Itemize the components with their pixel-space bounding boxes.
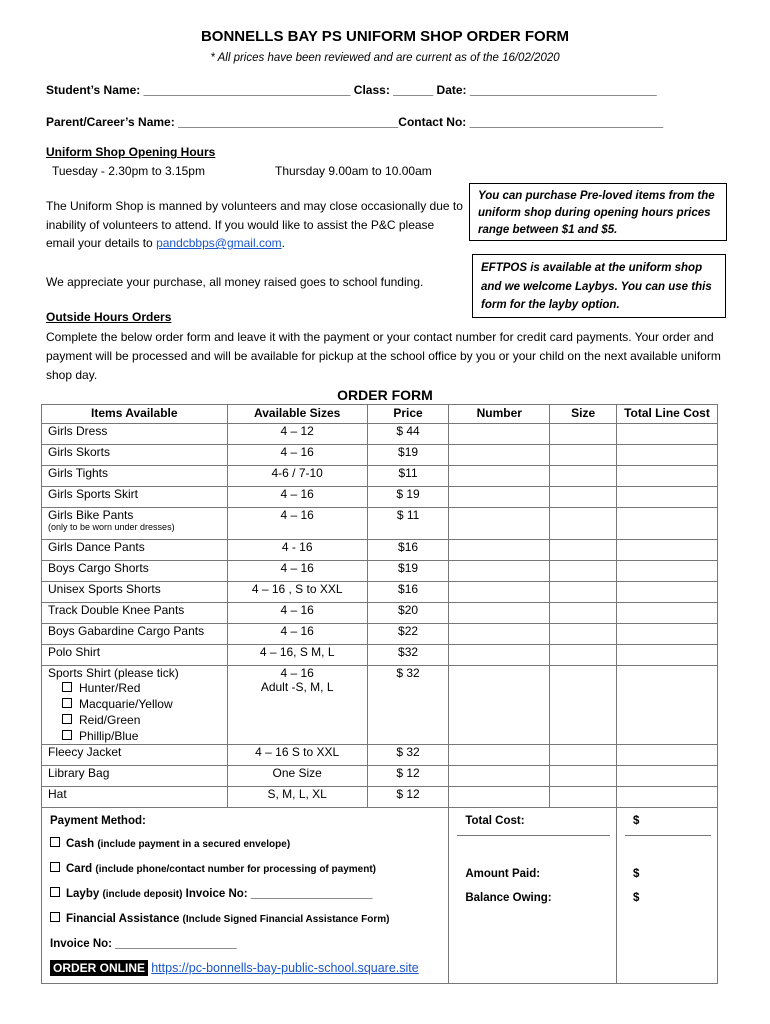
line-total-input[interactable] (616, 561, 717, 582)
item-price: $20 (367, 603, 449, 624)
item-price: $ 12 (367, 787, 449, 808)
table-row (42, 487, 718, 508)
table-row (42, 582, 718, 603)
line-total-input[interactable] (616, 487, 717, 508)
number-input[interactable] (449, 561, 550, 582)
checkbox-icon[interactable] (62, 682, 72, 692)
line-total-input[interactable] (616, 745, 717, 766)
item-price: $ 44 (367, 424, 449, 445)
item-sizes: One Size (227, 766, 367, 787)
table-row (42, 540, 718, 561)
email-link[interactable]: pandcbbps@gmail.com (156, 236, 282, 250)
item-name: Girls Bike Pants (only to be worn under dresses) (42, 508, 228, 540)
number-input[interactable] (449, 645, 550, 666)
balance-owing-value[interactable]: $ (632, 892, 640, 904)
item-sizes: 4 – 16 (227, 508, 367, 540)
amount-paid-value[interactable]: $ (632, 868, 640, 880)
size-input[interactable] (550, 603, 617, 624)
total-cost-value[interactable]: $ (625, 812, 711, 836)
number-input[interactable] (449, 487, 550, 508)
payment-method-heading: Payment Method: (50, 815, 146, 827)
item-name: Track Double Knee Pants (42, 603, 228, 624)
number-input[interactable] (449, 745, 550, 766)
opening-hours-heading: Uniform Shop Opening Hours (46, 145, 216, 159)
order-online-label: ORDER ONLINE (50, 960, 148, 976)
table-row (42, 745, 718, 766)
size-input[interactable] (550, 445, 617, 466)
table-row (42, 766, 718, 787)
line-total-input[interactable] (616, 787, 717, 808)
item-sizes: 4 – 16 (227, 624, 367, 645)
item-sizes: 4 – 16 (227, 603, 367, 624)
item-name: Sports Shirt (please tick) Hunter/Red Macquarie/Yellow Reid/Green Phillip/Blue (42, 666, 228, 745)
column-header: Number (449, 405, 550, 424)
balance-owing-label: Balance Owing: (465, 892, 552, 904)
column-header: Available Sizes (227, 405, 367, 424)
table-row (42, 445, 718, 466)
size-input[interactable] (550, 466, 617, 487)
item-name: Hat (42, 787, 228, 808)
item-price: $32 (367, 645, 449, 666)
size-input[interactable] (550, 624, 617, 645)
item-name: Girls Tights (42, 466, 228, 487)
invoice-number-field[interactable]: Invoice No: ___________________ (50, 938, 237, 950)
total-cost-label: Total Cost: (457, 812, 610, 836)
item-sizes: 4 – 16 S to XXL (227, 745, 367, 766)
number-input[interactable] (449, 787, 550, 808)
item-name: Boys Cargo Shorts (42, 561, 228, 582)
column-header: Size (550, 405, 617, 424)
line-total-input[interactable] (616, 666, 717, 745)
payment-row (42, 808, 718, 984)
line-total-input[interactable] (616, 766, 717, 787)
item-name: Boys Gabardine Cargo Pants (42, 624, 228, 645)
line-total-input[interactable] (616, 466, 717, 487)
size-input[interactable] (550, 487, 617, 508)
number-input[interactable] (449, 582, 550, 603)
number-input[interactable] (449, 603, 550, 624)
checkbox-icon[interactable] (62, 698, 72, 708)
number-input[interactable] (449, 624, 550, 645)
item-price: $ 32 (367, 745, 449, 766)
cash-option[interactable]: Cash (include payment in a secured envelope) (50, 832, 442, 857)
item-price: $ 11 (367, 508, 449, 540)
totals-values[interactable] (616, 808, 717, 984)
item-sizes: 4 – 16 (227, 487, 367, 508)
number-input[interactable] (449, 508, 550, 540)
payment-method-section (42, 808, 449, 984)
item-name: Girls Dance Pants (42, 540, 228, 561)
amount-paid-label: Amount Paid: (465, 868, 541, 880)
table-row (42, 508, 718, 540)
line-total-input[interactable] (616, 582, 717, 603)
item-price: $22 (367, 624, 449, 645)
appreciation-text: We appreciate your purchase, all money raised goes to school funding. (46, 275, 424, 289)
size-input[interactable] (550, 508, 617, 540)
preloved-box: You can purchase Pre-loved items from the uniform shop during opening hours prices range between $1 and $5. (469, 183, 727, 241)
size-input[interactable] (550, 582, 617, 603)
sports-shirt-option[interactable]: Macquarie/Yellow (62, 696, 221, 712)
eftpos-box: EFTPOS is available at the uniform shop and we welcome Laybys. You can use this form for the layby option. (472, 254, 726, 318)
volunteers-paragraph: The Uniform Shop is manned by volunteers and may close occasionally due to inability of volunteers to attend. If you would like to assist the P&C please email your details to pandcbbps@gmail.com. (46, 199, 463, 250)
checkbox-icon[interactable] (62, 730, 72, 740)
item-name: Library Bag (42, 766, 228, 787)
checkbox-icon[interactable] (50, 912, 60, 922)
checkbox-icon[interactable] (50, 862, 60, 872)
table-row (42, 645, 718, 666)
parent-details-line[interactable]: Parent/Career’s Name: _________________________________Contact No: _____________________________ (46, 115, 664, 129)
size-input[interactable] (550, 787, 617, 808)
number-input[interactable] (449, 666, 550, 745)
totals-labels (449, 808, 617, 984)
table-row (42, 624, 718, 645)
table-row (42, 561, 718, 582)
thursday-hours: Thursday 9.00am to 10.00am (275, 164, 432, 178)
item-price: $16 (367, 582, 449, 603)
item-sizes: 4 – 12 (227, 424, 367, 445)
item-name: Polo Shirt (42, 645, 228, 666)
table-row (42, 787, 718, 808)
item-name: Girls Sports Skirt (42, 487, 228, 508)
item-price: $ 12 (367, 766, 449, 787)
number-input[interactable] (449, 540, 550, 561)
checkbox-icon[interactable] (62, 714, 72, 724)
line-total-input[interactable] (616, 508, 717, 540)
checkbox-icon[interactable] (50, 837, 60, 847)
financial-assistance-option[interactable]: Financial Assistance (Include Signed Financial Assistance Form) (50, 907, 442, 932)
item-sizes: S, M, L, XL (227, 787, 367, 808)
item-sizes: 4 – 16 (227, 445, 367, 466)
item-sizes: 4 - 16 (227, 540, 367, 561)
line-total-input[interactable] (616, 540, 717, 561)
sports-shirt-option[interactable]: Reid/Green (62, 712, 221, 728)
number-input[interactable] (449, 445, 550, 466)
order-online-line (50, 956, 442, 981)
column-header: Items Available (42, 405, 228, 424)
number-input[interactable] (449, 424, 550, 445)
size-input[interactable] (550, 540, 617, 561)
checkbox-icon[interactable] (50, 887, 60, 897)
outside-hours-text: Complete the below order form and leave it with the payment or your contact number for credit card payments. Your order and payment will be processed and will be available for pickup at the school office by you or your child on the next available uniform shop day. (46, 330, 721, 382)
order-table (41, 404, 718, 984)
size-input[interactable] (550, 745, 617, 766)
number-input[interactable] (449, 766, 550, 787)
sports-shirt-option[interactable]: Phillip/Blue (62, 728, 221, 744)
number-input[interactable] (449, 466, 550, 487)
table-row (42, 666, 718, 745)
item-sizes: 4 – 16, S M, L (227, 645, 367, 666)
order-form-title: ORDER FORM (337, 387, 433, 403)
layby-option[interactable]: Layby (include deposit) Invoice No: ___________________ (50, 882, 442, 907)
column-header: Total Line Cost (616, 405, 717, 424)
item-price: $ 19 (367, 487, 449, 508)
order-table-header (42, 405, 718, 424)
line-total-input[interactable] (616, 603, 717, 624)
item-name: Fleecy Jacket (42, 745, 228, 766)
tuesday-hours: Tuesday - 2.30pm to 3.15pm (52, 164, 205, 178)
item-sizes: 4 – 16 (227, 561, 367, 582)
item-note: (only to be worn under dresses) (48, 522, 175, 532)
item-sizes: 4-6 / 7-10 (227, 466, 367, 487)
table-row (42, 424, 718, 445)
item-price: $16 (367, 540, 449, 561)
line-total-input[interactable] (616, 645, 717, 666)
form-title: BONNELLS BAY PS UNIFORM SHOP ORDER FORM (200, 28, 570, 45)
size-input[interactable] (550, 424, 617, 445)
prices-note: * All prices have been reviewed and are current as of the 16/02/2020 (210, 52, 560, 64)
table-row (42, 603, 718, 624)
outside-hours-heading: Outside Hours Orders (46, 310, 172, 324)
item-name: Girls Skorts (42, 445, 228, 466)
card-option[interactable]: Card (include phone/contact number for processing of payment) (50, 857, 442, 882)
line-total-input[interactable] (616, 624, 717, 645)
item-price: $19 (367, 561, 449, 582)
size-input[interactable] (550, 766, 617, 787)
item-sizes: 4 – 16 , S to XXL (227, 582, 367, 603)
student-details-line[interactable]: Student’s Name: _______________________________ Class: ______ Date: ____________________________ (46, 83, 657, 97)
column-header: Price (367, 405, 449, 424)
item-name: Girls Dress (42, 424, 228, 445)
item-price: $11 (367, 466, 449, 487)
size-input[interactable] (550, 561, 617, 582)
table-row (42, 466, 718, 487)
line-total-input[interactable] (616, 445, 717, 466)
item-name: Unisex Sports Shorts (42, 582, 228, 603)
item-price: $ 32 (367, 666, 449, 745)
size-input[interactable] (550, 645, 617, 666)
size-input[interactable] (550, 666, 617, 745)
order-online-link[interactable]: https://pc-bonnells-bay-public-school.square.site (151, 961, 419, 975)
sports-shirt-option[interactable]: Hunter/Red (62, 680, 221, 696)
item-price: $19 (367, 445, 449, 466)
line-total-input[interactable] (616, 424, 717, 445)
item-sizes: 4 – 16 Adult -S, M, L (227, 666, 367, 745)
